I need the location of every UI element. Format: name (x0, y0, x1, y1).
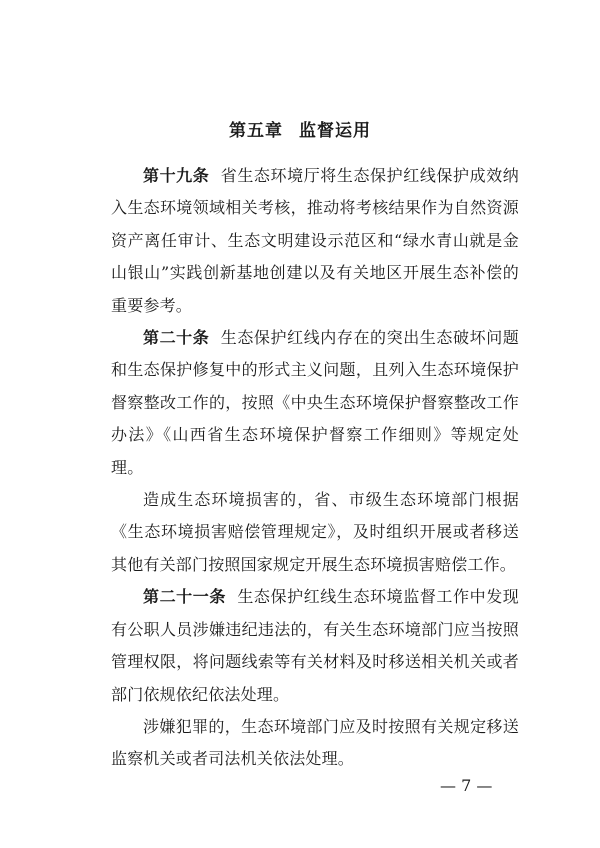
article-21-label: 第二十一条 (143, 587, 226, 607)
chapter-heading (0, 116, 600, 141)
article-20-text-2: 造成生态环境损害的，省、市级生态环境部门根据《生态环境损害赔偿管理规定》，及时组织开展或者移送其他有关部门按照国家规定开展生态环境损害赔偿工作。 (111, 490, 519, 574)
article-20-text: 生态保护红线内存在的突出生态破坏问题和生态保护修复中的形式主义问题，且列入生态环境保护督察整改工作的，按照《中央生态环境保护督察整改工作办法》《山西省生态环境保护督察工作细则》等规定处理。 (111, 328, 519, 477)
page-number: — 7 — (440, 776, 493, 795)
document-body (111, 160, 519, 776)
article-20-label: 第二十条 (143, 328, 210, 348)
article-20-paragraph (111, 322, 519, 484)
article-19-text: 省生态环境厅将生态保护红线保护成效纳入生态环境领域相关考核，推动将考核结果作为自然资源资产离任审计、生态文明建设示范区和“绿水青山就是金山银山”实践创新基地创建以及有关地区开展生态补偿的重要参考。 (111, 166, 519, 315)
article-21-paragraph-2 (111, 711, 519, 776)
article-21-text: 生态保护红线生态环境监督工作中发现有公职人员涉嫌违纪违法的，有关生态环境部门应当按照管理权限，将问题线索等有关材料及时移送相关机关或者部门依规依纪依法处理。 (111, 587, 519, 704)
article-21-text-2: 涉嫌犯罪的，生态环境部门应及时按照有关规定移送监察机关或者司法机关依法处理。 (111, 716, 519, 769)
article-19-label: 第十九条 (143, 166, 210, 185)
chapter-number: 第五章 (229, 121, 283, 141)
article-20-paragraph-2 (111, 484, 519, 581)
article-21-paragraph (111, 581, 519, 711)
article-19-paragraph (111, 160, 519, 322)
chapter-title: 监督运用 (299, 121, 371, 141)
